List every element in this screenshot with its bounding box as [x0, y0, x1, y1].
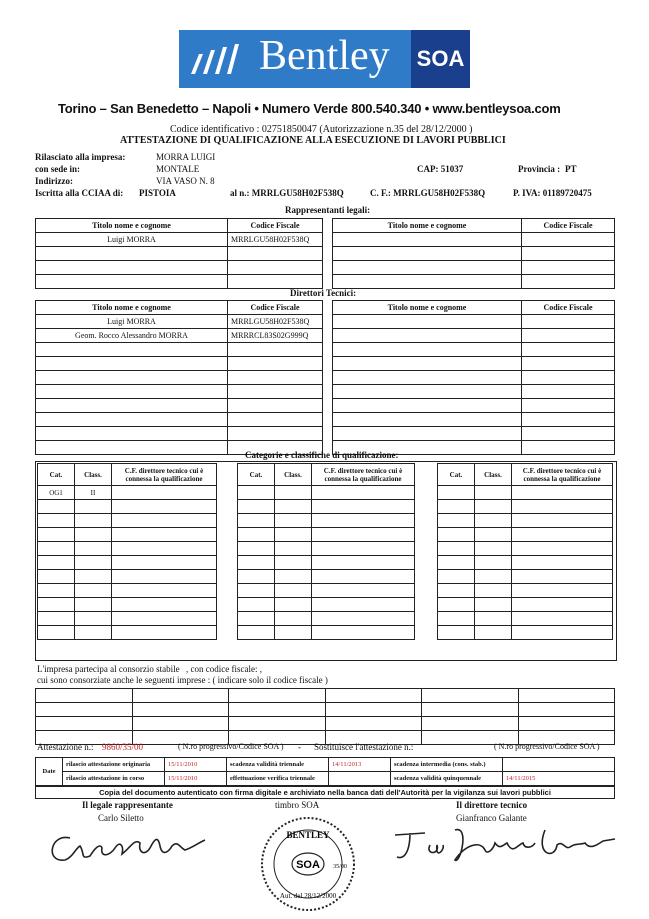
stamp-top-text: BENTLEY	[286, 830, 330, 840]
contact-line: Torino – San Benedetto – Napoli • Numero Verde 800.540.340 • www.bentleysoa.com	[58, 101, 561, 116]
issued-label: Rilasciato alla impresa:	[35, 152, 126, 162]
legal-rep-label: Il legale rappresentante	[82, 800, 173, 810]
orig-date: 15/11/2010	[165, 758, 227, 772]
dates-label: Date	[36, 758, 63, 786]
progressive-label-2: ( N.ro progressivo/Codice SOA )	[494, 742, 600, 751]
address-value: VIA VASO N. 8	[156, 176, 215, 186]
seat-label: con sede in:	[35, 164, 80, 174]
attestation-label: Attestazione n.:	[37, 742, 94, 752]
current-date: 15/11/2010	[165, 772, 227, 786]
representatives-table-right: Titolo nome e cognome Codice Fiscale	[332, 218, 615, 289]
table-row: OG1 II	[38, 486, 217, 500]
stamp-side-text: 35/00	[333, 864, 347, 870]
consortium-line1b: , con codice fiscale: ,	[186, 664, 262, 674]
table-row: Luigi MORRA MRRLGU58H02F538Q	[36, 233, 323, 247]
categories-table-1: Cat. Class. C.F. direttore tecnico cui è connessa la qualificazione OG1 II	[37, 463, 217, 640]
legal-rep-signature	[40, 818, 220, 878]
progressive-label: ( N.ro progressivo/Codice SOA )	[178, 742, 284, 751]
vat-number: P. IVA: 01189720475	[513, 188, 592, 198]
tech-dir-signature	[385, 815, 625, 875]
categories-title: Categorie e classifiche di qualificazione:	[245, 450, 399, 460]
code-line: Codice identificativo : 02751850047 (Autorizzazione n.35 del 28/12/2000 )	[170, 124, 473, 135]
quinquennial-date: 14/11/2015	[503, 772, 615, 786]
bentley-logo	[179, 30, 470, 88]
cap: CAP: 51037	[417, 164, 464, 174]
copy-note: Copia del documento autenticato con firma digitale e archiviato nella banca dati dell'Autorità per la vigilanza sui lavori pubblici	[35, 786, 615, 799]
dates-table: Date rilascio attestazione originaria 15/11/2010 scadenza validità triennale 14/11/2013 scadenza intermedia (cons. stab.) rilascio attestazione in corso 15/11/2010 effettuazione verifica triennale scadenza validità quinquennale 14/11/2015	[35, 757, 615, 786]
consortium-table	[35, 688, 615, 745]
columns-logo-icon	[189, 44, 247, 76]
stamp-center-text: SOA	[296, 859, 320, 871]
directors-table-left: Titolo nome e cognome Codice Fiscale Luigi MORRA MRRLGU58H02F538Q Geom. Rocco Alessandro MORRA MRRRCL83S02G999Q	[35, 300, 323, 455]
consortium-line1a: L'impresa partecipa al consorzio stabile	[37, 664, 180, 674]
categories-table-3: Cat. Class. C.F. direttore tecnico cui è connessa la qualificazione	[437, 463, 613, 640]
col-cf-header: Codice Fiscale	[228, 219, 323, 233]
fiscal-code: C. F.: MRRLGU58H02F538Q	[370, 188, 486, 198]
legal-rep-name: Carlo Siletto	[98, 813, 144, 823]
col-name-header: Titolo nome e cognome	[36, 219, 228, 233]
tech-dir-name: Gianfranco Galante	[456, 813, 527, 823]
province-value: PT	[565, 164, 577, 174]
issued-value: MORRA LUIGI	[156, 152, 216, 162]
tech-dir-label: Il direttore tecnico	[456, 800, 528, 810]
seat-value: MONTALE	[156, 164, 200, 174]
document-title: ATTESTAZIONE DI QUALIFICAZIONE ALLA ESECUZIONE DI LAVORI PUBBLICI	[120, 135, 506, 146]
stamp-label: timbro SOA	[275, 800, 320, 810]
consortium-line2: cui sono consorziate anche le seguenti imprese : ( indicare solo il codice fiscale )	[37, 675, 328, 685]
cciaa-value: PISTOIA	[139, 188, 176, 198]
province-label: Provincia :	[518, 164, 561, 174]
attestation-dash: -	[298, 742, 301, 752]
brand-suffix: SOA	[411, 30, 470, 88]
brand-name: Bentley	[259, 33, 390, 79]
stamp-seal-icon	[258, 814, 358, 914]
table-row: Geom. Rocco Alessandro MORRA MRRRCL83S02G999Q	[36, 329, 323, 343]
directors-table-right: Titolo nome e cognome Codice Fiscale	[332, 300, 615, 455]
representatives-table-left	[35, 218, 323, 289]
address-label: Indirizzo:	[35, 176, 73, 186]
registration-number: al n.: MRRLGU58H02F538Q	[230, 188, 344, 198]
triennial-date: 14/11/2013	[329, 758, 391, 772]
stamp-bottom-text: Aut. del 28/12/2000	[279, 892, 337, 900]
representatives-title: Rappresentanti legali:	[285, 205, 371, 215]
cciaa-label: Iscritta alla CCIAA di:	[35, 188, 124, 198]
table-row: Luigi MORRA MRRLGU58H02F538Q	[36, 315, 323, 329]
replaces-label: Sostituisce l'attestazione n.:	[314, 742, 414, 752]
attestation-number: 9860/35/00	[102, 742, 144, 752]
categories-table-2: Cat. Class. C.F. direttore tecnico cui è connessa la qualificazione	[237, 463, 415, 640]
soa-stamp	[258, 814, 358, 914]
directors-title: Direttori Tecnici:	[290, 288, 357, 298]
